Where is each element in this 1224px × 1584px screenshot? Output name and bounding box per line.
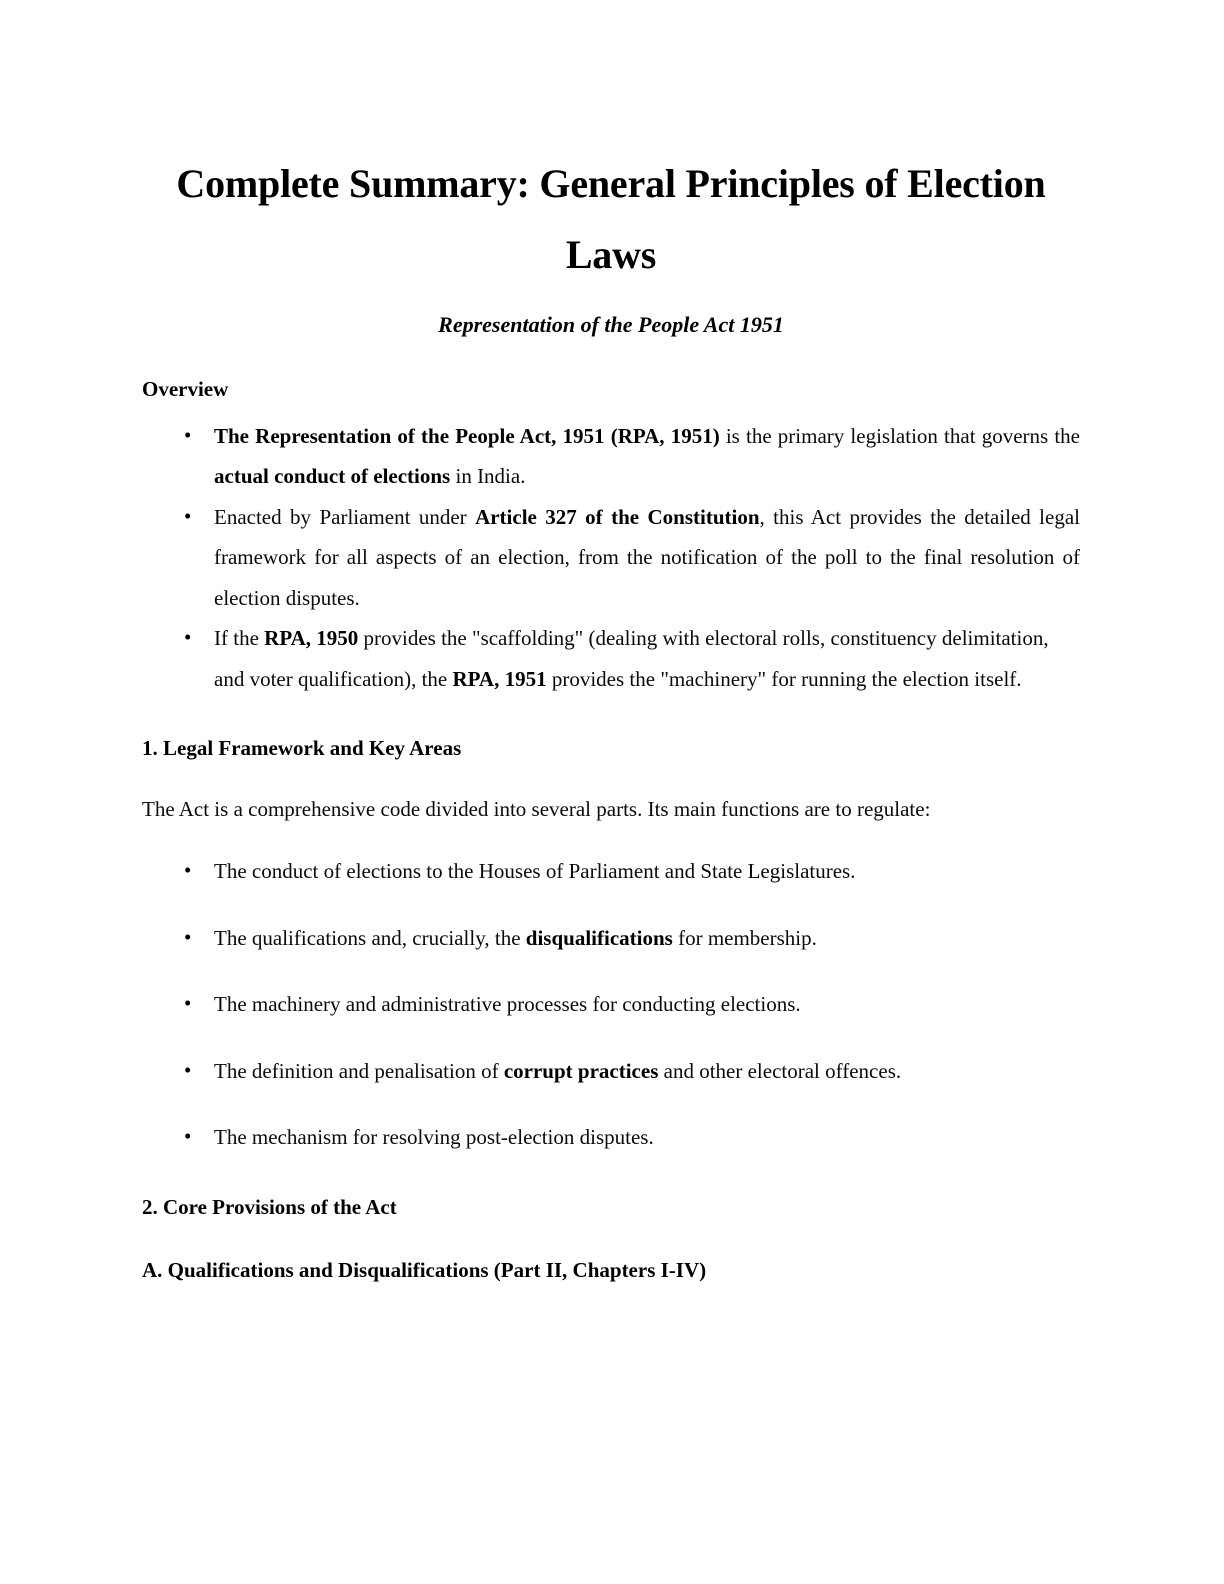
plain-text: is the primary legislation that governs the bbox=[719, 423, 1080, 448]
emphasis-text: actual conduct of elections bbox=[214, 464, 451, 489]
list-item bbox=[142, 918, 1080, 959]
plain-text: and other electoral offences. bbox=[658, 1058, 902, 1083]
list-item bbox=[142, 1051, 1080, 1092]
plain-text: provides the "scaffolding" (dealing with electoral rolls, constituency delimitation, and voter qualification), the bbox=[214, 626, 1049, 691]
emphasis-text: The Representation of the People Act, 1951 (RPA, 1951) bbox=[214, 423, 720, 448]
plain-text: The machinery and administrative processes for conducting elections. bbox=[214, 992, 801, 1017]
plain-text: If the bbox=[214, 626, 265, 651]
legal-framework-bullet-list bbox=[142, 851, 1080, 1158]
page-title: Complete Summary: General Principles of Election Laws bbox=[176, 161, 1046, 278]
emphasis-text: disqualifications bbox=[525, 925, 673, 950]
list-item bbox=[142, 851, 1080, 892]
emphasis-text: RPA, 1950 bbox=[264, 626, 359, 651]
plain-text: in India. bbox=[450, 464, 526, 489]
plain-text: The definition and penalisation of bbox=[214, 1058, 504, 1083]
plain-text: for membership. bbox=[672, 925, 817, 950]
section-heading-overview: Overview bbox=[142, 377, 229, 402]
section-subheading-qualifications: A. Qualifications and Disqualifications (Part II, Chapters I-IV) bbox=[142, 1257, 707, 1282]
list-item bbox=[142, 984, 1080, 1025]
overview-bullet-list bbox=[142, 416, 1080, 700]
plain-text: The qualifications and, crucially, the bbox=[214, 925, 526, 950]
emphasis-text: corrupt practices bbox=[503, 1058, 659, 1083]
plain-text: The conduct of elections to the Houses of Parliament and State Legislatures. bbox=[214, 859, 856, 884]
plain-text: , this Act provides the detailed legal framework for all aspects of an election, from the notification of the poll to the final resolution of election disputes. bbox=[214, 504, 1080, 610]
plain-text: The mechanism for resolving post-election disputes. bbox=[214, 1125, 654, 1150]
plain-text: provides the "machinery" for running the election itself. bbox=[546, 666, 1022, 691]
legal-framework-intro-paragraph: The Act is a comprehensive code divided into several parts. Its main functions are to regulate: bbox=[142, 796, 931, 821]
emphasis-text: RPA, 1951 bbox=[452, 666, 547, 691]
section-heading-core-provisions: 2. Core Provisions of the Act bbox=[142, 1194, 397, 1219]
list-item bbox=[142, 1117, 1080, 1158]
document-subtitle: Representation of the People Act 1951 bbox=[438, 312, 784, 338]
list-item bbox=[142, 416, 1080, 497]
document-body bbox=[142, 148, 1080, 1284]
section-heading-legal-framework: 1. Legal Framework and Key Areas bbox=[142, 736, 462, 761]
list-item bbox=[142, 497, 1080, 619]
plain-text: Enacted by Parliament under bbox=[214, 504, 476, 529]
list-item bbox=[142, 618, 1080, 699]
emphasis-text: Article 327 of the Constitution bbox=[475, 504, 760, 529]
